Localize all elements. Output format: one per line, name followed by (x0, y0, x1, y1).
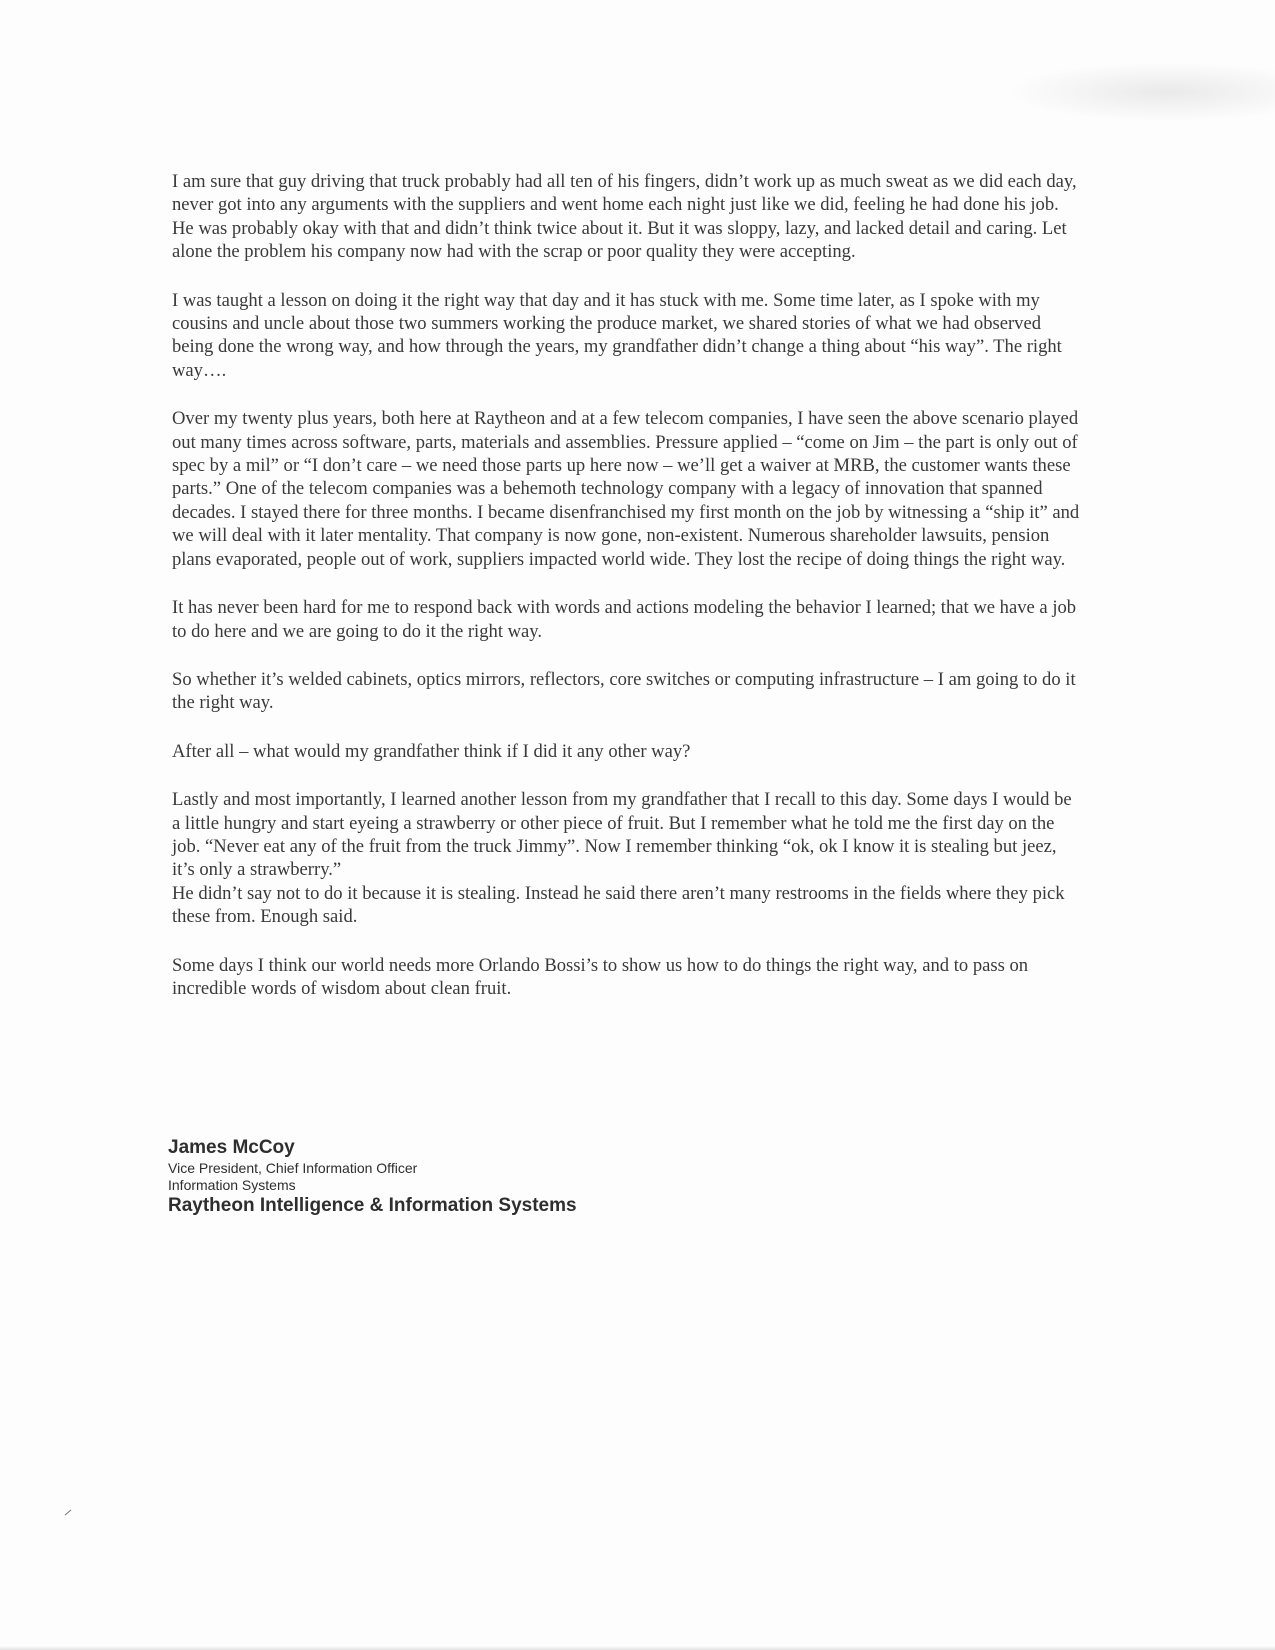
paragraph-never-hard: It has never been hard for me to respond back with words and actions modeling the behavior I learned; that we have a job to do here and we are going to do it the right way. (172, 597, 1077, 642)
letter-body (172, 170, 1082, 1025)
signature-block (168, 1136, 577, 1218)
stray-pen-mark (65, 1510, 72, 1516)
signature-organization: Raytheon Intelligence & Information Systems (168, 1195, 577, 1216)
paragraph-twenty-years: Over my twenty plus years, both here at Raytheon and at a few telecom companies, I have seen the above scenario played out many times across software, parts, materials and assemblies. Pressure applied – “come on Jim – the part is only out of spec by a mil” or “I don’t care – we need those parts up here now – we’ll get a waiver at MRB, the customer wants these parts.” One of the telecom companies was a behemoth technology company with a legacy of innovation that spanned decades. I stayed there for three months. I became disenfranchised my first month on the job by witnessing a “ship it” and we will deal with it later mentality. That company is now gone, non-existent. Numerous shareholder lawsuits, pension plans evaporated, people out of work, suppliers impacted world wide. They lost the recipe of doing things the right way. (172, 408, 1080, 570)
signature-department: Information Systems (168, 1177, 296, 1193)
paragraph-lastly: Lastly and most importantly, I learned another lesson from my grandfather that I recall to this day. Some days I would be a little hungry and start eyeing a strawberry or other piece of fruit. But I remember what he told me the first day on the job. “Never eat any of the fruit from the truck Jimmy”. Now I remember thinking “ok, ok I know it is stealing but jeez, it’s only a strawberry.” (172, 789, 1072, 881)
signature-title: Vice President, Chief Information Officer (168, 1160, 418, 1176)
page-bottom-edge (0, 1646, 1275, 1650)
paragraph-orlando-bossi: Some days I think our world needs more Orlando Bossi’s to show us how to do things the right way, and to pass on incredible words of wisdom about clean fruit. (172, 954, 1029, 999)
paragraph-after-all: After all – what would my grandfather think if I did it any other way? (172, 740, 691, 762)
signature-name: James McCoy (168, 1137, 295, 1158)
paragraph-lesson-learned: I was taught a lesson on doing it the right way that day and it has stuck with me. Some time later, as I spoke with my cousins and uncle about those two summers working the produce market, we shared stories of what we had observed being done the wrong way, and how through the years, my grandfather didn’t change a thing about “his way”. The right way…. (172, 289, 1062, 381)
paragraph-truck-driver: I am sure that guy driving that truck probably had all ten of his fingers, didn’t work up as much sweat as we did each day, never got into any arguments with the suppliers and went home each night just like we did, feeling he had done his job. He was probably okay with that and didn’t think twice about it. But it was sloppy, lazy, and lacked detail and caring. Let alone the problem his company now had with the scrap or poor quality they were accepting. (172, 171, 1077, 263)
scan-smudge (1005, 62, 1275, 122)
paragraph-so-whether: So whether it’s welded cabinets, optics mirrors, reflectors, core switches or computing infrastructure – I am going to do it the right way. (172, 668, 1076, 714)
paragraph-restrooms: He didn’t say not to do it because it is stealing. Instead he said there aren’t many restrooms in the fields where they pick these from. Enough said. (172, 882, 1065, 928)
